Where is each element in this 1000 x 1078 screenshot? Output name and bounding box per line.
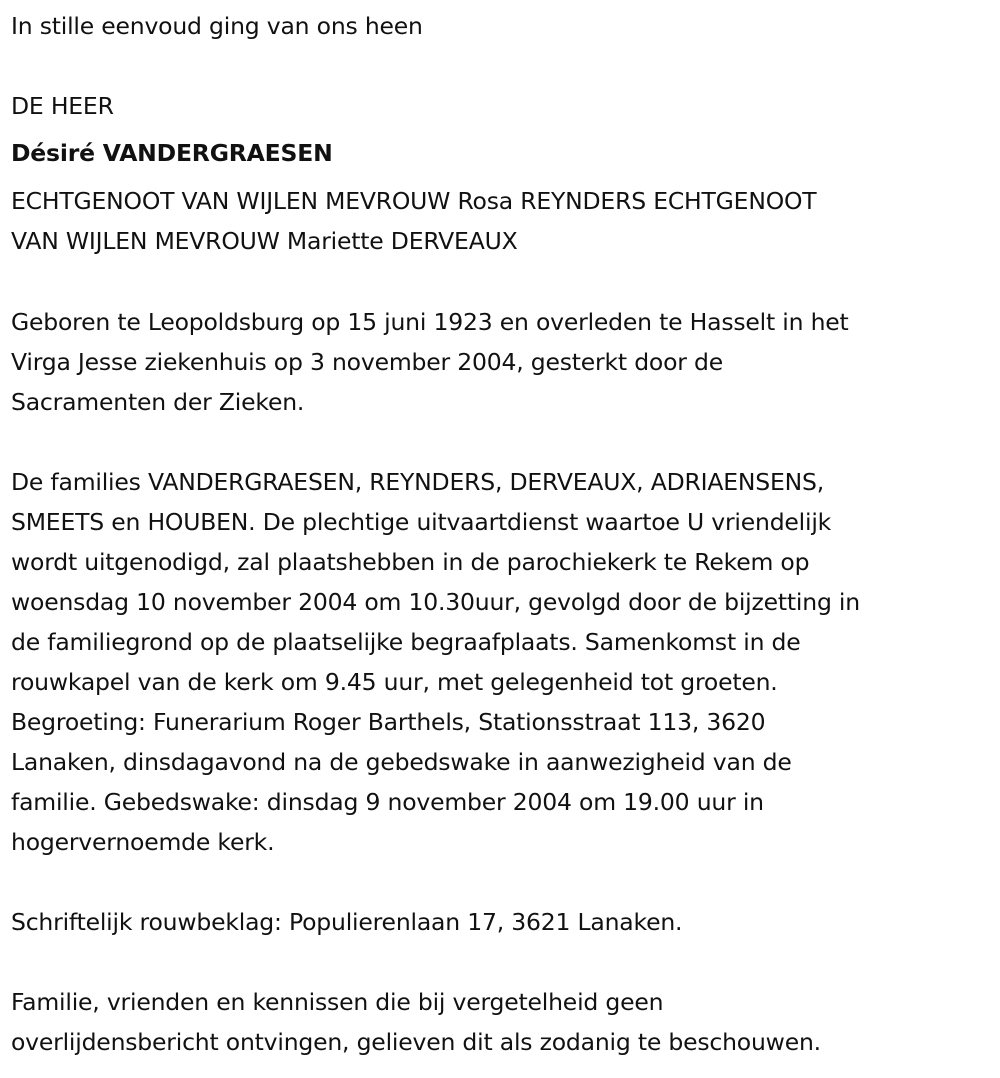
families-line: woensdag 10 november 2004 om 10.30uur, gevolgd door de bijzetting in	[11, 588, 860, 616]
birth-death-line: Geboren te Leopoldsburg op 15 juni 1923 en overleden te Hasselt in het	[11, 308, 849, 336]
title-text: DE HEER	[11, 92, 114, 120]
spouse-line: ECHTGENOOT VAN WIJLEN MEVROUW Rosa REYNDERS ECHTGENOOT	[11, 187, 817, 215]
families-line: rouwkapel van de kerk om 9.45 uur, met gelegenheid tot groeten.	[11, 668, 778, 696]
condolence-address: Schriftelijk rouwbeklag: Populierenlaan 17, 3621 Lanaken.	[11, 908, 683, 936]
families-line: Begroeting: Funerarium Roger Barthels, Stationsstraat 113, 3620	[11, 708, 766, 736]
closing-line: overlijdensbericht ontvingen, gelieven dit als zodanig te beschouwen.	[11, 1028, 821, 1056]
closing-line: Familie, vrienden en kennissen die bij vergetelheid geen	[11, 988, 664, 1016]
intro-text: In stille eenvoud ging van ons heen	[11, 12, 423, 40]
families-line: hogervernoemde kerk.	[11, 828, 275, 856]
families-line: familie. Gebedswake: dinsdag 9 november 2004 om 19.00 uur in	[11, 788, 764, 816]
families-line: wordt uitgenodigd, zal plaatshebben in de parochiekerk te Rekem op	[11, 548, 810, 576]
birth-death-line: Virga Jesse ziekenhuis op 3 november 2004, gesterkt door de	[11, 348, 723, 376]
families-line: Lanaken, dinsdagavond na de gebedswake in aanwezigheid van de	[11, 748, 792, 776]
families-line: De families VANDERGRAESEN, REYNDERS, DERVEAUX, ADRIAENSENS,	[11, 468, 824, 496]
spouse-line: VAN WIJLEN MEVROUW Mariette DERVEAUX	[11, 227, 518, 255]
deceased-name: Désiré VANDERGRAESEN	[11, 139, 333, 167]
families-line: SMEETS en HOUBEN. De plechtige uitvaartdienst waartoe U vriendelijk	[11, 508, 832, 536]
families-line: de familiegrond op de plaatselijke begraafplaats. Samenkomst in de	[11, 628, 801, 656]
birth-death-line: Sacramenten der Zieken.	[11, 388, 305, 416]
